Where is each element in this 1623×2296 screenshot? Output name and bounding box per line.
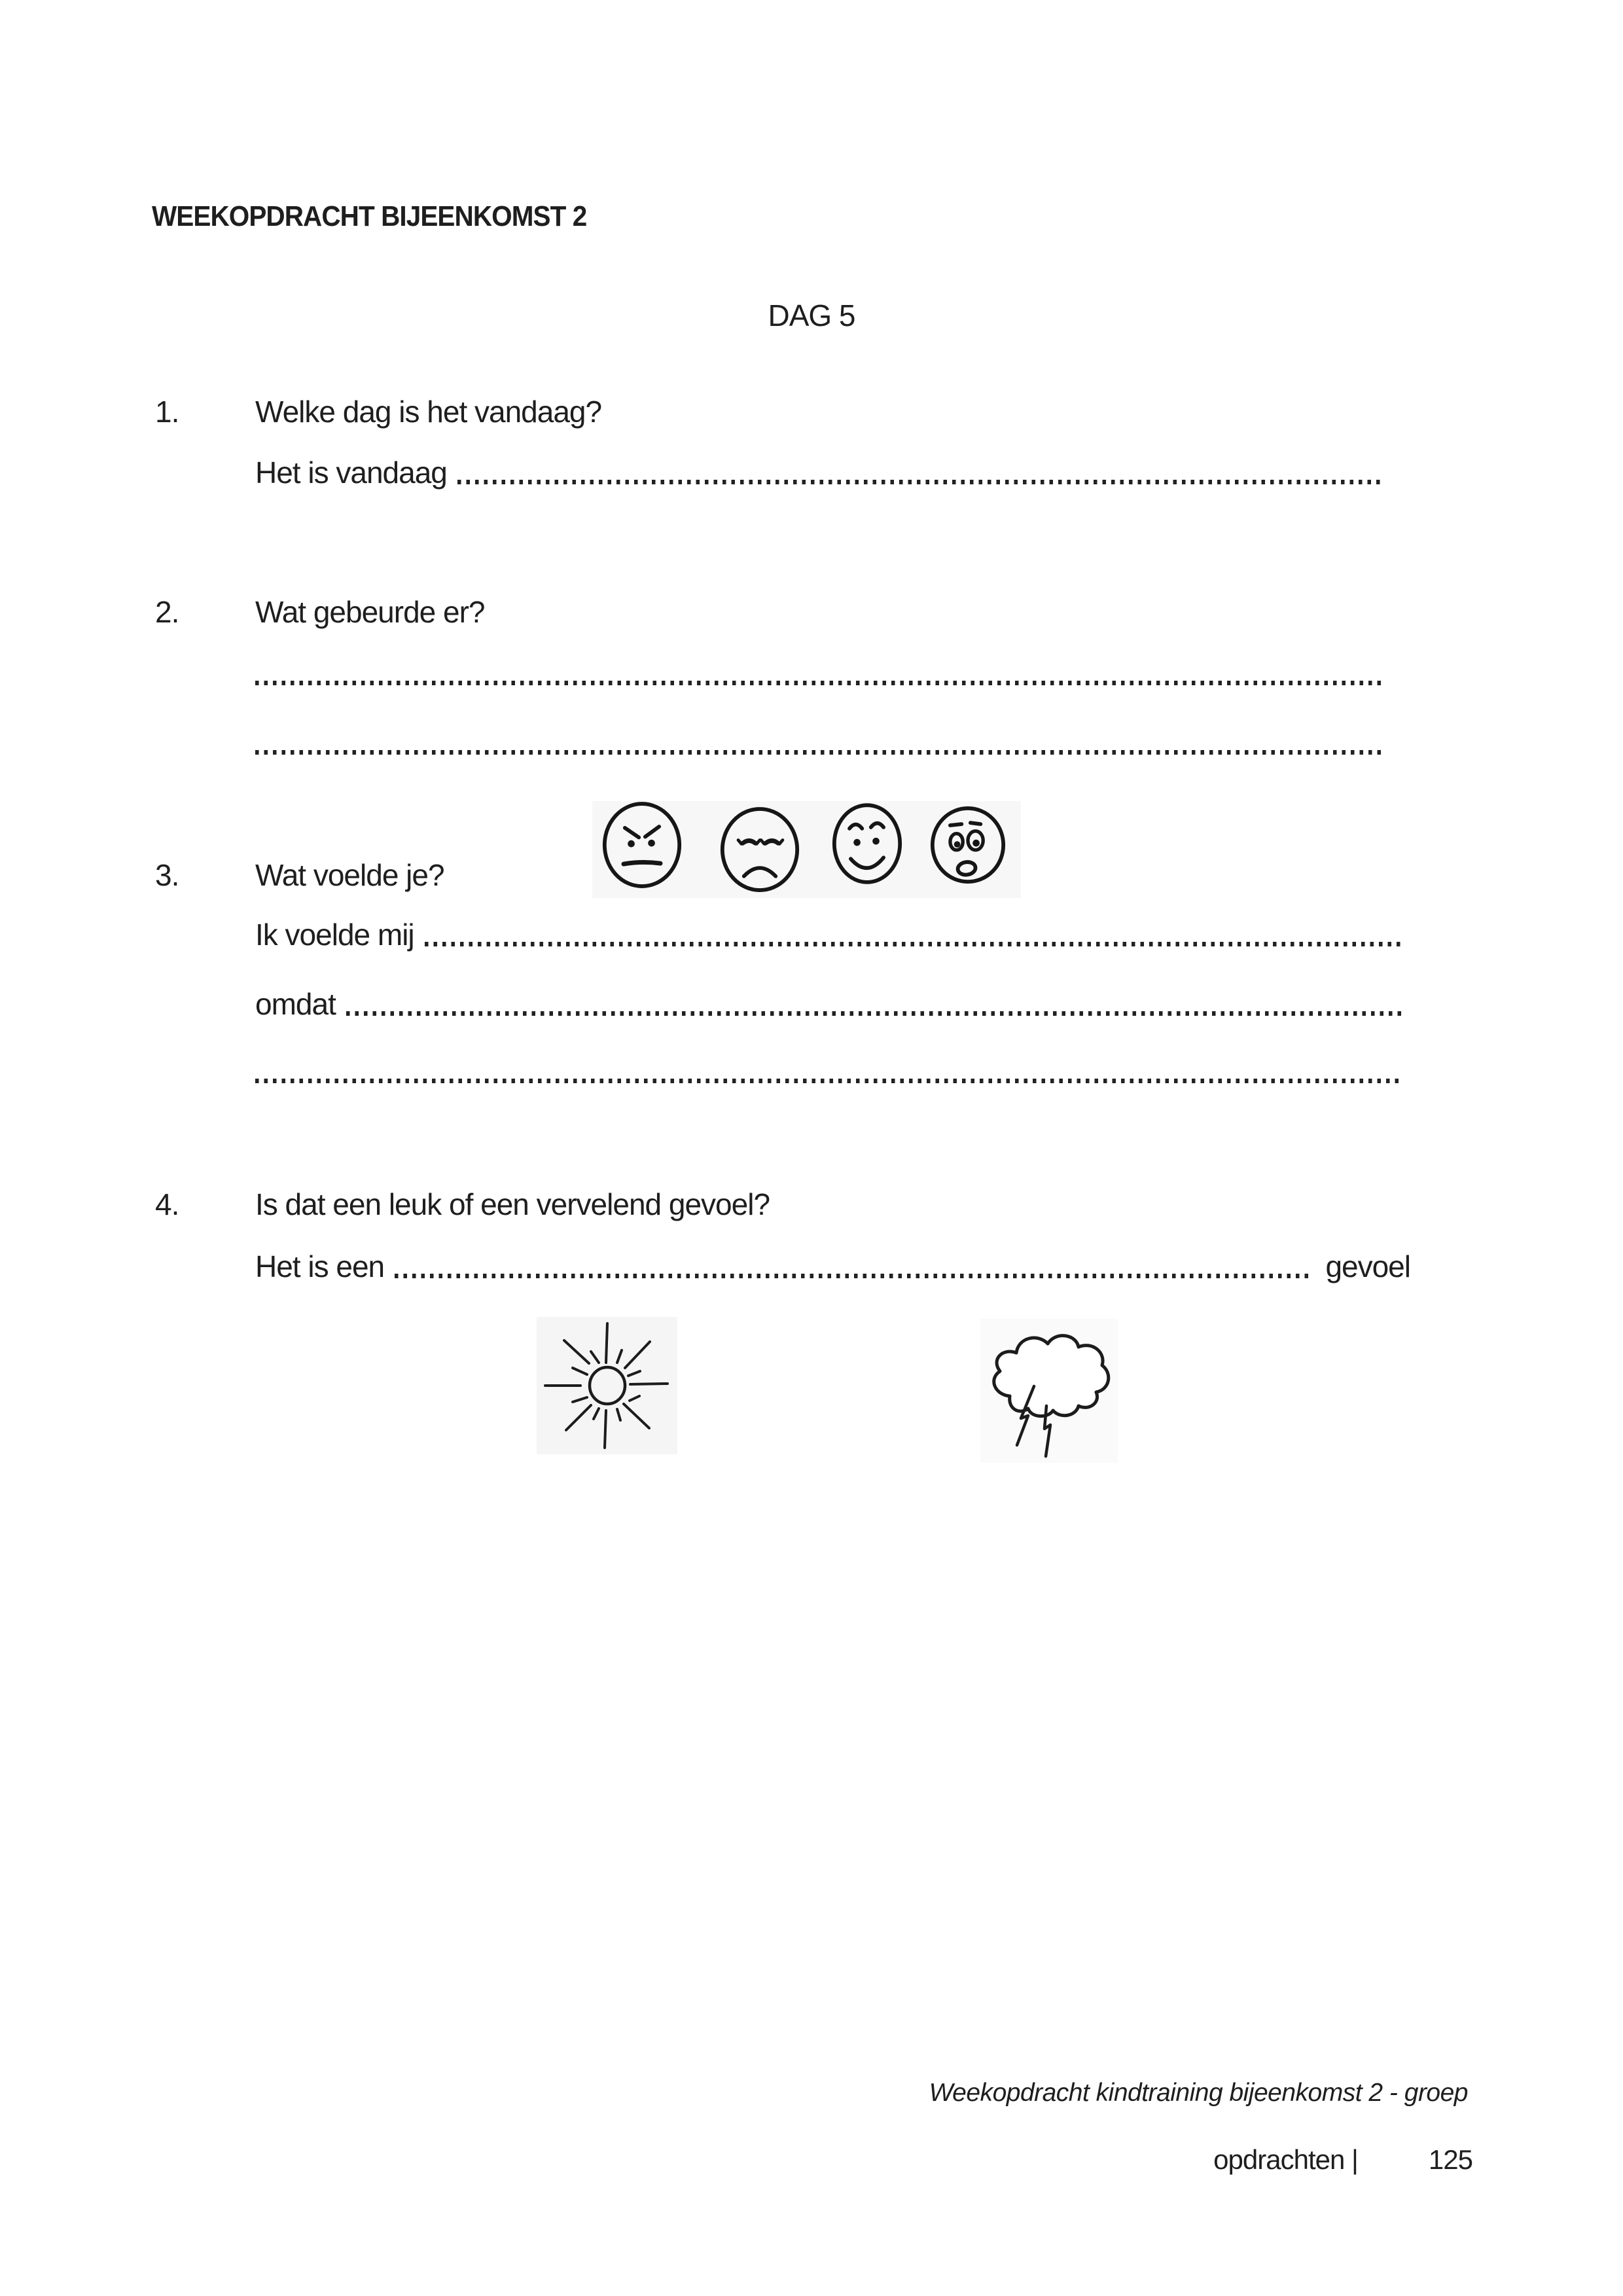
question-3-answer-prefix-2: omdat [255,987,336,1021]
angry-face-icon [601,801,683,891]
question-4-text: Is dat een leuk of een vervelend gevoel? [255,1187,770,1221]
question-2-number: 2. [155,595,179,629]
footer-credit: Weekopdracht kindtraining bijeenkomst 2 - groep [929,2079,1468,2107]
question-1-text: Welke dag is het vandaag? [255,395,602,429]
question-3-text: Wat voelde je? [255,858,444,892]
question-3-number: 3. [155,858,179,892]
answer-dotted-line [255,1079,1404,1083]
happy-face-icon [831,802,903,887]
emotion-faces-strip [592,801,1021,898]
footer-section-label: opdrachten | [1213,2144,1358,2175]
sun-icon [537,1317,677,1454]
page-footer [1213,2144,1472,2176]
page-number: 125 [1428,2144,1472,2175]
day-subtitle: DAG 5 [768,298,855,332]
question-2-text: Wat gebeurde er? [255,595,485,629]
answer-dotted-line [425,942,1404,946]
answer-dotted-line [346,1011,1404,1016]
question-1-number: 1. [155,395,179,429]
question-1-answer-prefix: Het is vandaag [255,456,447,490]
page-title: WEEKOPDRACHT BIJEENKOMST 2 [152,200,587,232]
question-3-answer-prefix: Ik voelde mij [255,918,414,952]
question-4-answer-row [255,1249,1410,1284]
answer-dotted-line [457,480,1381,484]
question-3-answer-row-1 [255,917,1404,952]
question-3-answer-row-2 [255,986,1404,1022]
question-1-answer-row [255,455,1381,490]
answer-dotted-line [395,1274,1312,1278]
question-4-answer-suffix: gevoel [1325,1249,1410,1283]
answer-dotted-line [255,750,1381,755]
sad-face-icon [719,806,801,894]
surprised-face-icon [929,806,1007,885]
question-4-answer-prefix: Het is een [255,1249,385,1283]
question-4-number: 4. [155,1187,179,1221]
answer-dotted-line [255,681,1381,685]
storm-cloud-icon [980,1319,1118,1463]
